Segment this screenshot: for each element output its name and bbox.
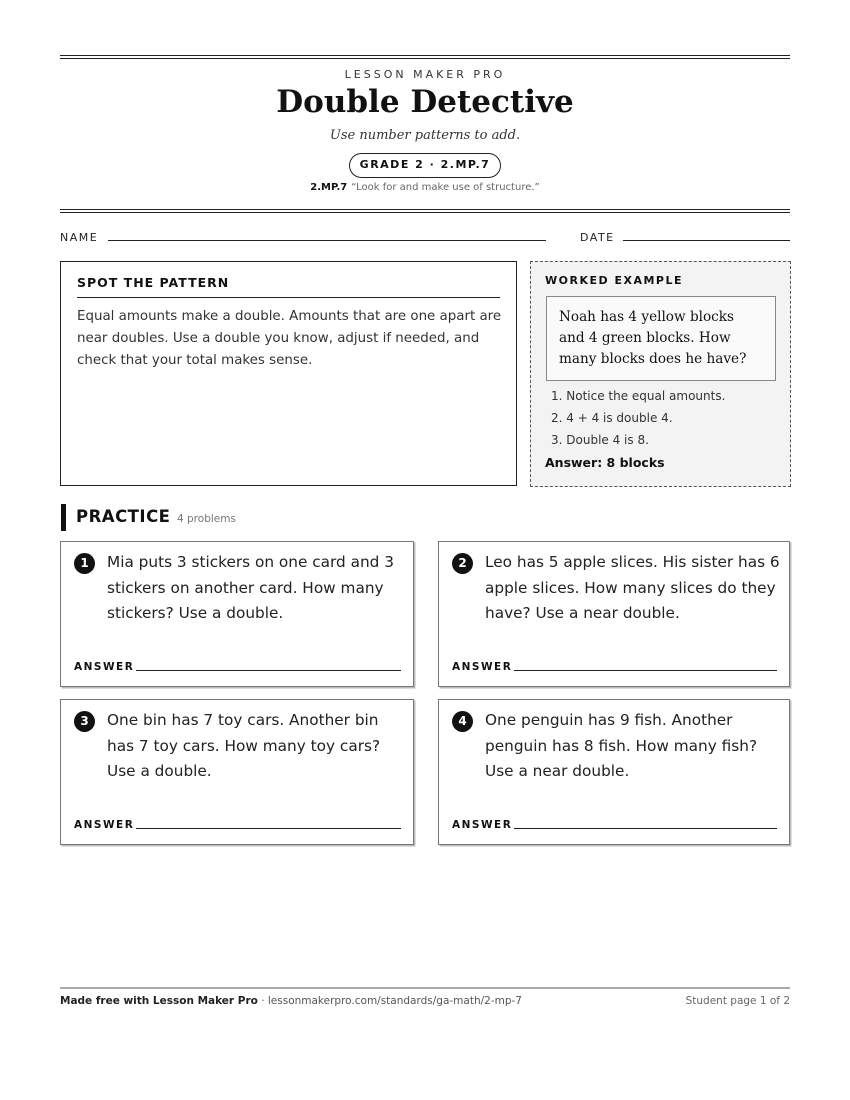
spot-pattern-heading: SPOT THE PATTERN — [77, 275, 230, 290]
problem-card-2 — [438, 541, 790, 687]
answer-field[interactable] — [136, 828, 401, 829]
spot-pattern-panel — [60, 261, 517, 486]
footer-rule — [60, 987, 790, 989]
answer-field[interactable] — [514, 670, 777, 671]
grade-badge: GRADE 2 · 2.MP.7 — [349, 153, 501, 178]
spot-pattern-divider — [77, 297, 500, 298]
answer-label: ANSWER — [74, 661, 135, 673]
name-field[interactable] — [108, 240, 546, 241]
problem-number-badge: 3 — [74, 711, 95, 732]
problem-text: One penguin has 9 fish. Another penguin has 8 fish. How many fish? Use a near double. — [485, 711, 758, 780]
worked-example-panel — [530, 261, 791, 487]
footer-url[interactable]: · lessonmakerpro.com/standards/ga-math/2-mp-7 — [257, 995, 522, 1007]
date-label: DATE — [580, 231, 615, 244]
answer-label: ANSWER — [452, 819, 513, 831]
problem-text: One bin has 7 toy cars. Another bin has 7 toy cars. How many toy cars? Use a double. — [107, 711, 381, 780]
problem-card-4 — [438, 699, 790, 845]
problem-text: Leo has 5 apple slices. His sister has 6 apple slices. How many slices do they have? Use a near double. — [485, 553, 780, 622]
worked-example-step: 1. Notice the equal amounts. — [551, 389, 726, 403]
problem-number-badge: 4 — [452, 711, 473, 732]
answer-field[interactable] — [514, 828, 777, 829]
worked-example-step: 3. Double 4 is 8. — [551, 433, 649, 447]
problem-number-badge: 1 — [74, 553, 95, 574]
problem-card-3 — [60, 699, 414, 845]
date-field[interactable] — [623, 240, 790, 241]
answer-label: ANSWER — [74, 819, 135, 831]
worked-example-step: 2. 4 + 4 is double 4. — [551, 411, 673, 425]
problem-card-1 — [60, 541, 414, 687]
footer-credit — [60, 995, 522, 1007]
worked-example-problem: Noah has 4 yellow blocks and 4 green blocks. How many blocks does he have? — [546, 296, 776, 381]
practice-count: 4 problems — [177, 513, 236, 525]
header-top-rule — [60, 55, 790, 59]
header-bottom-rule — [60, 209, 790, 213]
footer-made-with: Made free with Lesson Maker Pro — [60, 995, 258, 1007]
standard-code: 2.MP.7 — [310, 182, 348, 193]
worked-example-steps — [551, 385, 725, 451]
page-subtitle: Use number patterns to add. — [329, 128, 521, 143]
worked-example-heading: WORKED EXAMPLE — [545, 274, 683, 287]
practice-title: PRACTICE — [76, 507, 171, 526]
practice-accent-bar — [61, 504, 66, 531]
worked-example-answer: Answer: 8 blocks — [545, 455, 665, 470]
spot-pattern-text: Equal amounts make a double. Amounts that are one apart are near doubles. Use a double you know, adjust if needed, and check that your total makes sense. — [77, 309, 502, 368]
answer-field[interactable] — [136, 670, 401, 671]
page-indicator: Student page 1 of 2 — [685, 995, 790, 1007]
problem-number-badge: 2 — [452, 553, 473, 574]
name-label: NAME — [60, 231, 99, 244]
problem-text: Mia puts 3 stickers on one card and 3 stickers on another card. How many stickers? Use a double. — [107, 553, 394, 622]
page-title: Double Detective — [276, 84, 574, 120]
standard-line — [0, 182, 850, 193]
brand-name: LESSON MAKER PRO — [344, 68, 506, 81]
standard-quote: “Look for and make use of structure.” — [351, 182, 540, 193]
answer-label: ANSWER — [452, 661, 513, 673]
